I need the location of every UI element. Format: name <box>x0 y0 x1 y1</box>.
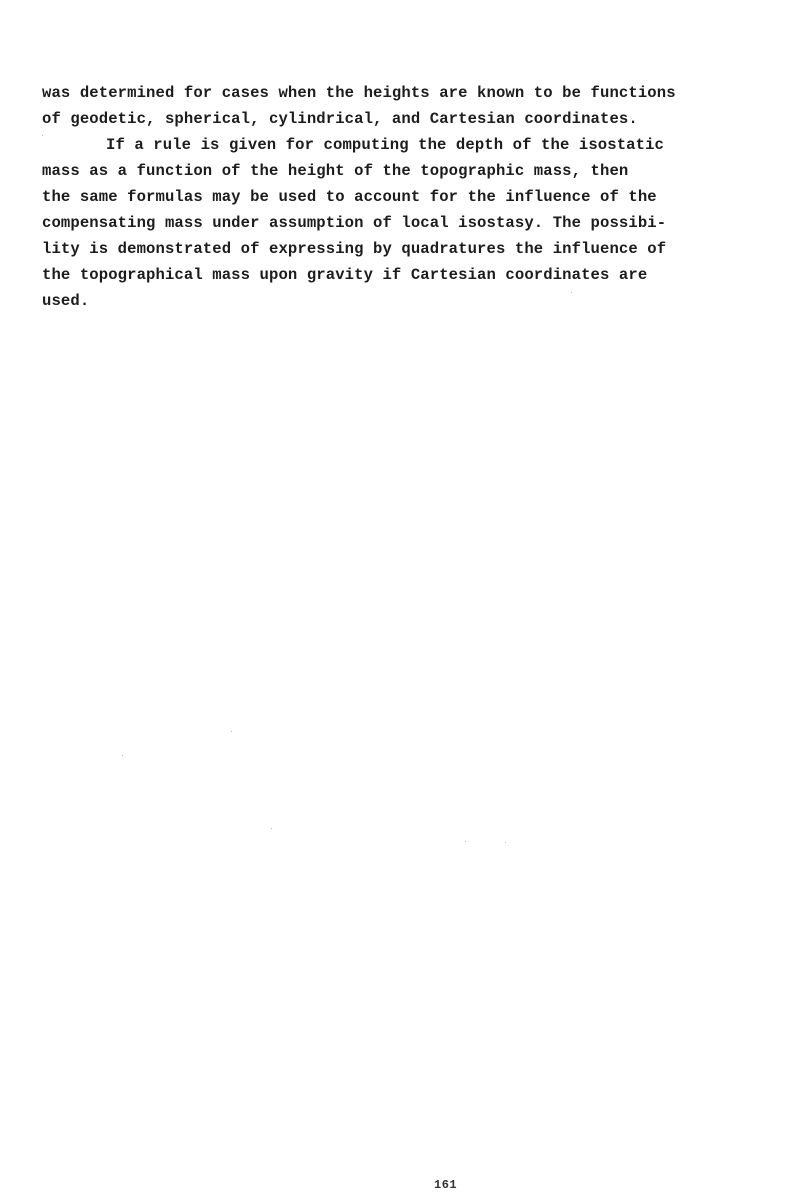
scan-speck <box>571 292 572 293</box>
text-line: of geodetic, spherical, cylindrical, and Cartesian coordinates. <box>42 110 638 128</box>
scan-speck <box>42 135 43 136</box>
scan-speck <box>122 755 123 756</box>
scan-speck <box>231 731 232 732</box>
body-text <box>42 80 772 314</box>
page-number: 161 <box>434 1178 458 1192</box>
scan-speck <box>271 828 272 829</box>
text-line: was determined for cases when the heights are known to be functions <box>42 84 676 102</box>
scan-speck <box>465 841 466 842</box>
text-line: used. <box>42 292 90 310</box>
scan-speck <box>505 842 506 843</box>
text-line: the same formulas may be used to account for the influence of the <box>42 188 657 206</box>
paragraph-start-line: If a rule is given for computing the depth of the isostatic <box>106 136 665 154</box>
text-line: the topographical mass upon gravity if Cartesian coordinates are <box>42 266 648 284</box>
text-line: lity is demonstrated of expressing by quadratures the influence of <box>42 240 667 258</box>
text-line: compensating mass under assumption of local isostasy. The possibi- <box>42 214 667 232</box>
text-line: mass as a function of the height of the topographic mass, then <box>42 162 629 180</box>
